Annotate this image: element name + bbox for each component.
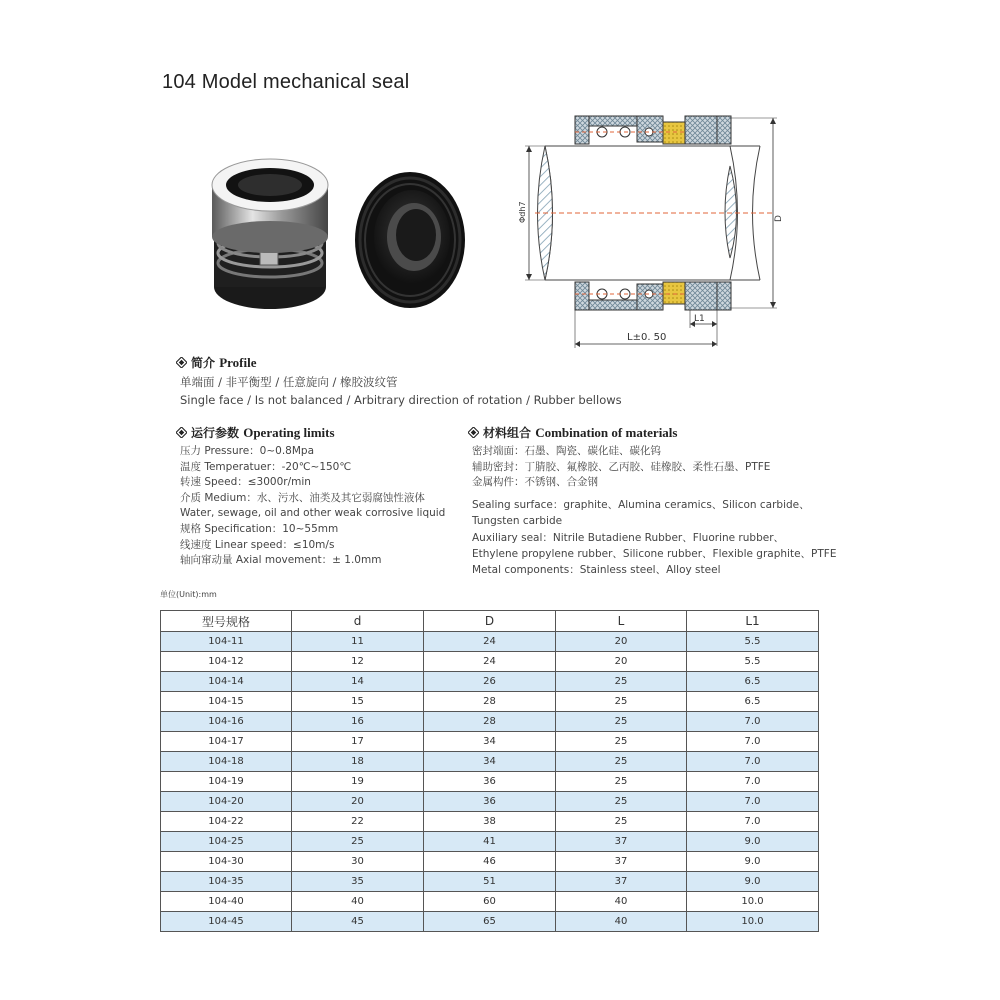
- section-bullet-icon: [176, 357, 187, 368]
- cell-L: 25: [556, 712, 687, 732]
- column-header-model: 型号规格: [161, 611, 292, 632]
- operating-line: 规格 Specification：10~55mm: [180, 522, 339, 535]
- dim-D-label: D: [774, 215, 784, 222]
- dim-L-label: L±0. 50: [627, 332, 667, 343]
- cell-L: 40: [556, 912, 687, 932]
- cell-D: 51: [424, 872, 556, 892]
- cell-L1: 7.0: [687, 772, 819, 792]
- cell-D: 28: [424, 692, 556, 712]
- cell-model: 104-20: [161, 792, 292, 812]
- cell-L: 25: [556, 792, 687, 812]
- dim-d-label: Φdh7: [518, 201, 527, 223]
- cell-D: 34: [424, 732, 556, 752]
- table-row: [161, 912, 819, 932]
- operating-line: Water, sewage, oil and other weak corrosive liquid: [180, 507, 446, 520]
- operating-line: 线速度 Linear speed：≤10m/s: [180, 538, 335, 551]
- cell-model: 104-18: [161, 752, 292, 772]
- cell-D: 36: [424, 792, 556, 812]
- cell-L: 25: [556, 752, 687, 772]
- cell-model: 104-16: [161, 712, 292, 732]
- cell-L: 37: [556, 872, 687, 892]
- cell-D: 26: [424, 672, 556, 692]
- cell-L1: 7.0: [687, 732, 819, 752]
- cell-L: 25: [556, 692, 687, 712]
- cell-L1: 7.0: [687, 752, 819, 772]
- cell-model: 104-40: [161, 892, 292, 912]
- spec-table: [160, 610, 819, 932]
- table-row: [161, 852, 819, 872]
- profile-text: [180, 374, 622, 409]
- cell-d: 25: [292, 832, 424, 852]
- cell-d: 14: [292, 672, 424, 692]
- cell-D: 41: [424, 832, 556, 852]
- cell-L1: 7.0: [687, 712, 819, 732]
- seal-section-diagram: [515, 108, 785, 353]
- cell-L1: 9.0: [687, 872, 819, 892]
- table-row: [161, 872, 819, 892]
- cell-L1: 6.5: [687, 672, 819, 692]
- cell-d: 16: [292, 712, 424, 732]
- cell-model: 104-15: [161, 692, 292, 712]
- materials-heading-cn: 材料组合: [483, 426, 532, 440]
- cell-L: 25: [556, 672, 687, 692]
- cell-L: 37: [556, 852, 687, 872]
- cell-d: 19: [292, 772, 424, 792]
- profile-heading-cn: 简介: [191, 356, 216, 370]
- materials-en-line: Auxiliary seal：Nitrile Butadiene Rubber、Fluorine rubber、: [472, 531, 785, 544]
- cell-d: 11: [292, 632, 424, 652]
- cell-L1: 7.0: [687, 812, 819, 832]
- profile-line-cn: 单端面 / 非平衡型 / 任意旋向 / 橡胶波纹管: [180, 375, 398, 389]
- cell-L1: 7.0: [687, 792, 819, 812]
- cell-L1: 5.5: [687, 632, 819, 652]
- operating-heading: [176, 424, 335, 441]
- materials-en-list: [472, 497, 836, 578]
- cell-D: 36: [424, 772, 556, 792]
- cell-model: 104-12: [161, 652, 292, 672]
- cell-L1: 9.0: [687, 832, 819, 852]
- section-bullet-icon: [468, 427, 479, 438]
- cell-model: 104-22: [161, 812, 292, 832]
- cell-D: 28: [424, 712, 556, 732]
- cell-model: 104-25: [161, 832, 292, 852]
- table-row: [161, 732, 819, 752]
- table-header-row: [161, 611, 819, 632]
- table-row: [161, 632, 819, 652]
- cell-model: 104-11: [161, 632, 292, 652]
- table-row: [161, 832, 819, 852]
- table-row: [161, 892, 819, 912]
- cell-d: 35: [292, 872, 424, 892]
- profile-heading: [176, 354, 257, 371]
- table-row: [161, 672, 819, 692]
- materials-cn-line: 辅助密封：丁腈胶、氟橡胶、乙丙胶、硅橡胶、柔性石墨、PTFE: [472, 460, 771, 473]
- cell-L1: 5.5: [687, 652, 819, 672]
- materials-cn-line: 密封端面：石墨、陶瓷、碳化硅、碳化钨: [472, 445, 661, 457]
- materials-cn-line: 金属构件：不锈钢、合金钢: [472, 476, 598, 489]
- cell-L1: 9.0: [687, 852, 819, 872]
- cell-D: 46: [424, 852, 556, 872]
- unit-label: 单位(Unit):mm: [160, 590, 217, 599]
- cell-d: 15: [292, 692, 424, 712]
- cell-L: 40: [556, 892, 687, 912]
- operating-heading-en: Operating limits: [243, 425, 335, 440]
- cell-model: 104-17: [161, 732, 292, 752]
- cell-D: 24: [424, 652, 556, 672]
- materials-cn-list: [472, 444, 770, 491]
- table-row: [161, 772, 819, 792]
- table-row: [161, 692, 819, 712]
- cell-d: 18: [292, 752, 424, 772]
- cell-d: 12: [292, 652, 424, 672]
- dim-L1-label: L1: [694, 314, 705, 324]
- materials-heading-en: Combination of materials: [535, 425, 678, 440]
- cell-model: 104-14: [161, 672, 292, 692]
- cell-L: 25: [556, 812, 687, 832]
- cell-d: 30: [292, 852, 424, 872]
- operating-line: 压力 Pressure：0~0.8Mpa: [180, 445, 315, 457]
- operating-line: 转速 Speed：≤3000r/min: [180, 476, 311, 489]
- profile-line-en: Single face / Is not balanced / Arbitrary direction of rotation / Rubber bellows: [180, 392, 622, 407]
- cell-D: 65: [424, 912, 556, 932]
- cell-model: 104-35: [161, 872, 292, 892]
- operating-heading-cn: 运行参数: [191, 426, 240, 440]
- cell-L1: 10.0: [687, 912, 819, 932]
- column-header-d: d: [292, 611, 424, 632]
- cell-d: 22: [292, 812, 424, 832]
- cell-L: 20: [556, 632, 687, 652]
- operating-line: 轴向窜动量 Axial movement：± 1.0mm: [180, 554, 382, 567]
- cell-D: 24: [424, 632, 556, 652]
- cell-L1: 6.5: [687, 692, 819, 712]
- table-row: [161, 812, 819, 832]
- materials-en-line: Ethylene propylene rubber、Silicone rubber、Flexible graphite、PTFE: [472, 547, 837, 560]
- table-row: [161, 652, 819, 672]
- cell-model: 104-30: [161, 852, 292, 872]
- profile-heading-en: Profile: [219, 355, 257, 370]
- cell-d: 40: [292, 892, 424, 912]
- cell-d: 20: [292, 792, 424, 812]
- table-row: [161, 712, 819, 732]
- cell-L: 37: [556, 832, 687, 852]
- cell-D: 38: [424, 812, 556, 832]
- materials-en-line: Sealing surface：graphite、Alumina ceramics、Silicon carbide、: [472, 499, 810, 511]
- cell-L: 25: [556, 732, 687, 752]
- column-header-L1: L1: [687, 611, 819, 632]
- cell-L: 25: [556, 772, 687, 792]
- table-row: [161, 752, 819, 772]
- table-row: [161, 792, 819, 812]
- cell-d: 45: [292, 912, 424, 932]
- operating-list: [180, 444, 445, 569]
- operating-line: 介质 Medium：水、污水、油类及其它弱腐蚀性液体: [180, 491, 425, 504]
- materials-heading: [468, 424, 677, 441]
- page-title: 104 Model mechanical seal: [162, 71, 410, 93]
- cell-D: 60: [424, 892, 556, 912]
- operating-line: 温度 Temperatuer：-20℃~150℃: [180, 460, 352, 473]
- cell-L1: 10.0: [687, 892, 819, 912]
- seal-product-photo: [200, 145, 475, 315]
- cell-L: 20: [556, 652, 687, 672]
- cell-model: 104-45: [161, 912, 292, 932]
- cell-D: 34: [424, 752, 556, 772]
- cell-d: 17: [292, 732, 424, 752]
- cell-model: 104-19: [161, 772, 292, 792]
- column-header-L: L: [556, 611, 687, 632]
- materials-en-line: Metal components：Stainless steel、Alloy steel: [472, 564, 721, 577]
- materials-en-line: Tungsten carbide: [472, 515, 563, 528]
- column-header-D: D: [424, 611, 556, 632]
- section-bullet-icon: [176, 427, 187, 438]
